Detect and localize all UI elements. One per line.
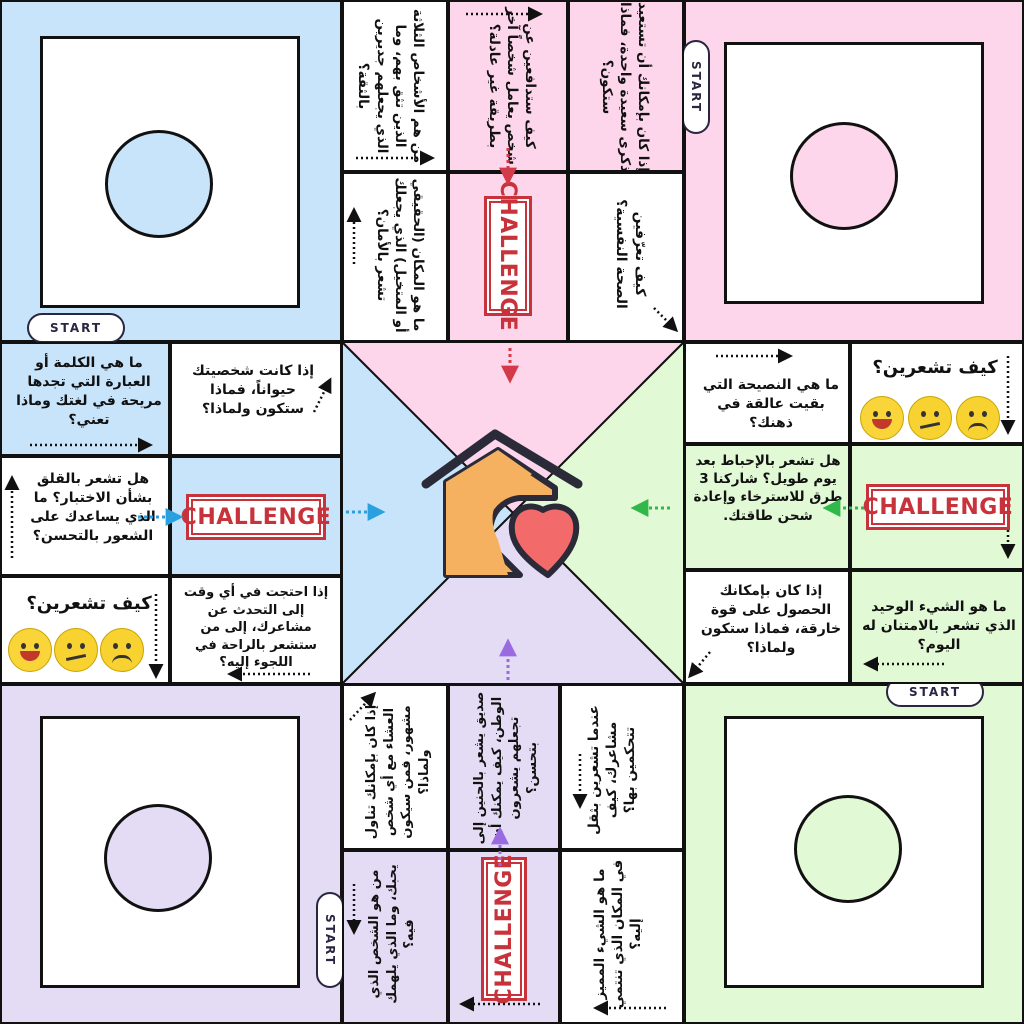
mood-label-left: كيف تشعرين؟ <box>26 593 152 614</box>
happy-memory-prompt: إذا كان بإمكانك أن تستعيد ذكرى سعيدة واحدة، فماذا ستكون؟ <box>598 2 651 172</box>
pink-start-text: START <box>689 60 704 114</box>
comforting-word-prompt: ما هي الكلمة أو العبارة التي تجدها مريحة في لغتك وماذا تعني؟ <box>16 355 162 428</box>
left-challenge-stamp[interactable]: CHALLENGE <box>186 494 326 540</box>
special-place-prompt: ما هو الشيء المميز في المكان الذي تنتمي إليه؟ <box>592 859 645 1009</box>
defend-someone-prompt: كيف ستدافعين عن شخص يعامل شخصاً آخر بطريقة غير عادلة؟ <box>485 7 538 165</box>
person-cares-prompt: من هو الشخص الذي يحبك، وما الذي يلهمك فيه؟ <box>367 864 418 1004</box>
bottom-challenge-stamp[interactable]: CHALLENGE <box>481 857 527 1001</box>
famous-dinner-prompt: إذا كان بإمكانك تناول العشاء مع أي شخص مشهور، فمن سيكون ولماذا؟ <box>364 704 432 840</box>
path-arrow <box>314 380 330 412</box>
purple-start-text: START <box>323 913 338 967</box>
superpower-prompt: إذا كان بإمكانك الحصول على قوة خارقة، فماذا ستكون ولماذا؟ <box>700 583 842 656</box>
blue-start-label[interactable]: START <box>27 313 125 343</box>
path-arrow <box>654 308 676 330</box>
frustration-prompt: هل تشعر بالإحباط بعد يوم طويل؟ شاركنا 3 طرق للاسترخاء وإعادة شحن طاقتك. <box>693 453 843 524</box>
grateful-prompt: ما هو الشيء الوحيد الذي تشعر بالامتنان له اليوم؟ <box>862 599 1016 653</box>
three-people-prompt: من هم الأشخاص الثلاثة الذين تثق بهم، وما الذي يجعلهم جديرين بالثقة؟ <box>355 8 426 164</box>
talk-feelings-prompt: إذا احتجت في أي وقت إلى التحدث عن مشاعرك، إلى من ستشعر بالراحة في اللجوء إليه؟ <box>183 585 329 671</box>
mood-label-right: كيف تشعرين؟ <box>872 357 998 378</box>
animal-prompt: إذا كانت شخصيتك حيواناً، فماذا ستكون ولماذا؟ <box>191 363 315 417</box>
top-challenge-stamp[interactable]: CHALLENGE <box>484 196 532 316</box>
advice-prompt: ما هي النصيحة التي بقيت عالقة في ذهنك؟ <box>702 377 840 431</box>
test-anxiety-prompt: هل تشعر بالقلق بشأن الاختبار؟ ما الذي يساعدك على الشعور بالتحسن؟ <box>30 471 156 544</box>
heavy-feelings-prompt: عندما تشعرين بثقل مشاعرك، كيف تتحكمين بها؟ <box>586 705 639 835</box>
path-arrow <box>690 652 710 676</box>
safe-place-prompt: ما هو المكان (الحقيقي أو المتخيل) الذي يجعلك تشعر بالأمان؟ <box>373 177 426 333</box>
path-arrow <box>350 694 374 720</box>
mental-health-prompt: كيف تعرّفين الصحة النفسية؟ <box>613 199 648 309</box>
green-start-label[interactable]: START <box>886 677 984 707</box>
right-challenge-stamp[interactable]: CHALLENGE <box>866 484 1010 530</box>
homesick-friend-prompt: صديق يشعر بالحنين إلى الوطن، كيف يمكنك أن تجعلهم يشعرون بتحسن؟ <box>472 691 540 845</box>
